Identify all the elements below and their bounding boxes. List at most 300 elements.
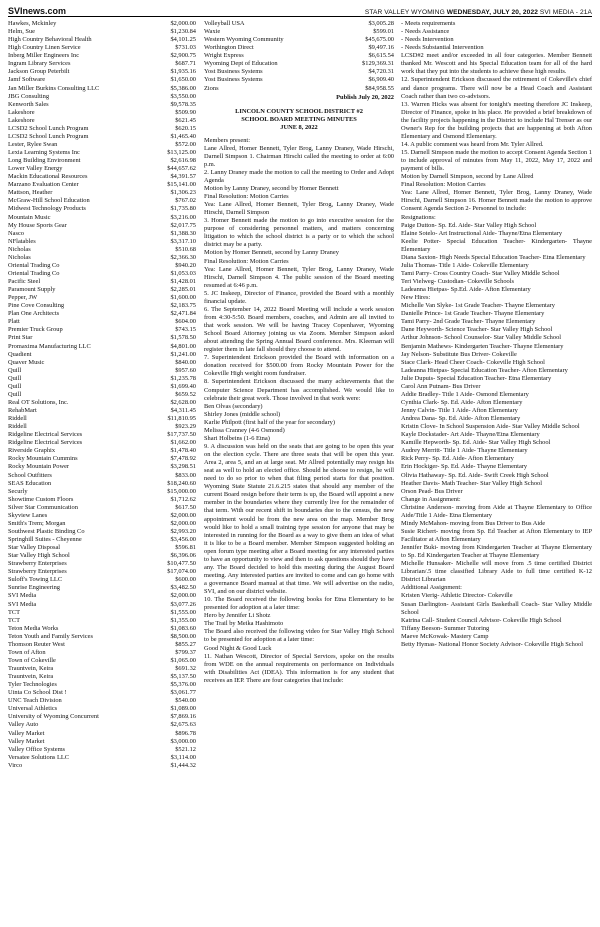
ledger-row [8, 762, 196, 770]
ledger-row [8, 93, 196, 101]
payment-amount: $11,810.95 [167, 415, 196, 423]
payment-amount: $833.00 [175, 471, 196, 479]
minutes-paragraph: 15. Darnell Simpson made the motion to accept Consent Agenda Section 1 to include approval of minutes from May 11, 2022, May 17, 2022 and payment of bills. [401, 149, 592, 173]
payment-amount: $3,077.26 [170, 600, 196, 608]
vendor-name: Quill [8, 374, 22, 382]
ledger-row [8, 713, 196, 721]
payment-amount: $1,712.62 [170, 495, 196, 503]
ledger-row [8, 141, 196, 149]
ledger-row [8, 391, 196, 399]
vendor-name: Waxie [204, 28, 221, 36]
ledger-row [8, 205, 196, 213]
ledger-row [204, 36, 394, 44]
minutes-paragraph: Kayle Dockstader- Art Aide- Thayne/Etna Elementary [401, 431, 540, 439]
payment-amount: $6,909.40 [368, 76, 394, 84]
payment-amount: $129,369.31 [362, 60, 394, 68]
minutes-paragraph: Final Resolution: Motion Carries [204, 257, 289, 265]
vendor-name: Volleyball USA [204, 20, 245, 27]
vendor-name: McGraw-Hill School Education [8, 197, 90, 205]
minutes-paragraph: The Trail by Meika Hashimoto [204, 620, 284, 628]
minutes-paragraph: 3. Homer Bennett made the motion to go into executive session for the purpose of considering personnel matters, and matters concerning litigation to which the school district is a party or to which the school district may be a party. [204, 217, 394, 249]
minutes-paragraph: - Meets requirements [401, 20, 456, 27]
payment-amount: $687.71 [175, 60, 196, 68]
ledger-row [8, 641, 196, 649]
payment-amount: $1,235.78 [170, 374, 196, 382]
vendor-name: Mountain Music [8, 213, 51, 221]
vendor-name: Jamf Software [8, 76, 46, 84]
payment-amount: $2,616.98 [170, 157, 196, 165]
vendor-name: Skyview Lanes [8, 511, 48, 519]
payment-amount: $855.27 [175, 640, 196, 648]
ledger-row [8, 343, 196, 351]
minutes-paragraph: Julia Thomas- Title 1 Aide- Cokeville Elementary [401, 261, 529, 269]
vendor-name: Pepper, JW [8, 294, 38, 302]
minutes-paragraph: Cynthia Clark- Sp. Ed. Aide- Afton Elementary [401, 398, 523, 406]
payment-amount: $2,675.63 [170, 721, 196, 729]
minutes-paragraph: Addie Bradley- Title 1 Aide- Osmond Elementary [401, 390, 529, 398]
minutes-paragraph: 8. Superintendent Erickson discussed the many achievements that the Computer Science Department has accomplished. We would like to celebrate their great work. Those involved in that work were: [204, 378, 394, 402]
vendor-name: Pine Cove Consulting [8, 302, 65, 310]
minutes-paragraph: Final Resolution: Motion Carries [204, 193, 289, 201]
vendor-name: Valley Auto [8, 721, 39, 729]
minutes-paragraph: 11. Nathan Wescott, Director of Special Services, spoke on the results from WDE on the annual requirements on performance on Individuals with Disabilities Act (IDEA). This information is for any student that receives an IEP. There are four categories that include: [204, 652, 394, 684]
vendor-name: Star Valley High School [8, 552, 70, 560]
publish-date: Publish July 20, 2022 [336, 93, 394, 101]
minutes-paragraph: Kristen Vierig- Athletic Director- Cokeville [401, 592, 513, 600]
ledger-row [8, 326, 196, 334]
vendor-name: Plan One Architects [8, 310, 60, 318]
ledger-row [8, 431, 196, 439]
vendor-name: TCT [8, 616, 21, 624]
vendor-name: Town of Afton [8, 648, 46, 656]
vendor-name: Western Wyoming Community [204, 36, 284, 44]
payment-amount: $2,366.30 [170, 253, 196, 261]
ledger-row [8, 649, 196, 657]
payment-amount: $840.00 [175, 358, 196, 366]
payment-amount: $743.15 [175, 326, 196, 334]
payment-amount: $2,900.75 [170, 52, 196, 60]
payment-amount: $1,735.80 [170, 205, 196, 213]
vendor-name: NFlatables [8, 237, 36, 245]
ledger-row [8, 375, 196, 383]
vendor-name: My House Sports Gear [8, 221, 67, 229]
ledger-row [8, 28, 196, 36]
vendor-name: Sunrise Engineering [8, 584, 61, 592]
payment-amount: $7,869.16 [170, 713, 196, 721]
site-name[interactable]: SVInews.com [8, 6, 67, 16]
vendor-name: SVI Media [8, 592, 37, 600]
minutes-paragraph: Heather Davis- Math Teacher- Star Valley High School [401, 479, 542, 487]
ledger-row [8, 681, 196, 689]
vendor-name: SVI Media [8, 600, 37, 608]
vendor-name: School Outfitters [8, 471, 52, 479]
minutes-paragraph: Good Night & Good Luck [204, 644, 272, 652]
minutes-paragraph: Jenny Calvin- Title 1 Aide- Afton Elementary [401, 407, 518, 414]
minutes-paragraph: 14. A public comment was heard from Mr. Tyler Allred. [401, 140, 544, 148]
payment-amount: $923.29 [175, 423, 196, 431]
minutes-paragraph: Christine Anderson- moving from Aide at Thayne Elementary to Office Aide/Title 1 Aide- Etna Elementary [401, 503, 592, 519]
minutes-paragraph: Danielle Prince- 1st Grade Teacher- Thayne Elementary [401, 310, 545, 318]
vendor-name: Tyler Technologies [8, 681, 57, 689]
ledger-row [8, 189, 196, 197]
vendor-name: Lakeshore [8, 108, 35, 116]
ledger-row [8, 36, 196, 44]
minutes-paragraph: 12. Superintendent Erickson discussed the retirement of Cokeville's chief and dance programs. There will now be a Head Coach and Assistant Coach rather than two co-advisors. [401, 76, 592, 100]
minutes-paragraph: Melissa Cranney (4-6 Osmond) [204, 426, 285, 434]
ledger-row [204, 20, 394, 28]
vendor-name: Smith's Trem; Morgan [8, 519, 66, 527]
minutes-paragraph: Katrina Call- Student Council Advisor- Cokeville High School [401, 616, 562, 624]
ledger-row [8, 601, 196, 609]
vendor-name: Kenworth Sales [8, 100, 49, 108]
vendor-name: Riverside Graphix [8, 447, 56, 455]
ledger-row [8, 721, 196, 729]
ledger-row [8, 552, 196, 560]
minutes-body [204, 137, 394, 685]
ledger-row [8, 270, 196, 278]
payment-amount: $5,137.50 [170, 673, 196, 681]
ledger-row [8, 52, 196, 60]
minutes-paragraph: 10. The Board received the following books for Etna Elementary to be presented for adoption at a later time: [204, 596, 394, 612]
vendor-name: Worthington Direct [204, 44, 254, 52]
vendor-name: Quadient [8, 350, 32, 358]
payment-amount: $3,456.00 [170, 536, 196, 543]
vendor-name: Hawkes, Mckinley [8, 20, 57, 27]
ledger-row [8, 230, 196, 238]
ledger-row [8, 334, 196, 342]
ledger-row [8, 617, 196, 625]
ledger-row [8, 294, 196, 302]
ledger-row [8, 544, 196, 552]
vendor-name: SEAS Education [8, 479, 52, 487]
minutes-paragraph: Ben Olvas (secondary) [204, 402, 263, 410]
vendor-name: Paramount Supply [8, 286, 56, 294]
vendor-name: LCSD2 School Lunch Program [8, 132, 89, 140]
vendor-name: Promaxima Manufacturing LLC [8, 342, 91, 350]
payment-amount: $1,578.50 [170, 334, 196, 342]
ledger-row [8, 246, 196, 254]
vendor-name: Lower Valley Energy [8, 165, 63, 173]
vendor-name: Springhill Suites - Cheyenne [8, 536, 82, 543]
ledger-row [8, 592, 196, 600]
ledger-row [8, 455, 196, 463]
vendor-name: Lester, Rylee Swan [8, 140, 58, 148]
payment-amount: $1,478.40 [170, 447, 196, 455]
payment-amount: $1,089.00 [170, 705, 196, 713]
payment-amount: $8,500.00 [170, 632, 196, 640]
payment-amount: $1,388.30 [170, 229, 196, 237]
ledger-row [8, 117, 196, 125]
vendor-name: Nicholas [8, 253, 31, 261]
payment-amount: $4,801.00 [170, 342, 196, 350]
vendor-name: High Country Behavioral Health [8, 36, 92, 44]
ledger-row [8, 754, 196, 762]
payment-amount: $7,478.92 [170, 455, 196, 463]
ledger-row [8, 351, 196, 359]
vendor-name: RehabMart [8, 407, 37, 414]
minutes-paragraph: 5. JC Inskeep, Director of Finance, provided the Board with a monthly financial update. [204, 289, 394, 305]
vendor-name: Suloff's Towing LLC [8, 576, 63, 584]
ledger-row [8, 125, 196, 133]
minutes-paragraph: Motion by Lanny Draney, second by Homer Bennett [204, 184, 339, 192]
minutes-paragraph: Olivia Hathaway- Sp. Ed. Aide- Swift Creek High School [401, 471, 549, 479]
ledger-row [8, 254, 196, 262]
ledger-row [8, 173, 196, 181]
vendor-name: Trauntvein, Keira [8, 673, 54, 681]
payment-amount: $2,000.00 [170, 592, 196, 600]
vendor-name: Teton Youth and Family Services [8, 632, 93, 640]
payment-amount: $1,650.00 [170, 76, 196, 84]
payment-amount: $1,555.00 [170, 608, 196, 616]
minutes-paragraph: Michelle Van Slyke- 1st Grade Teacher- Thayne Elementary [401, 302, 555, 310]
payment-amount: $1,083.60 [170, 624, 196, 632]
ledger-row [8, 310, 196, 318]
payment-amount: $617.50 [175, 503, 196, 511]
ledger-row [8, 383, 196, 391]
ledger-row [204, 52, 394, 60]
ledger-row [8, 576, 196, 584]
column-3 [401, 20, 592, 921]
payment-amount: $4,391.57 [170, 173, 196, 181]
ledger-row [8, 633, 196, 641]
payment-amount: $1,600.00 [170, 294, 196, 302]
issue-date: WEDNESDAY, JULY 20, 2022 [446, 9, 538, 16]
ledger-row [8, 181, 196, 189]
payment-amount: $620.15 [175, 124, 196, 132]
ledger-row [8, 197, 196, 205]
vendor-name: LCSD2 School Lunch Program [8, 124, 89, 132]
payment-amount: $18,240.60 [167, 479, 196, 487]
minutes-paragraph: Tami Parry- 2nd Grade Teacher- Thayne Elementary [401, 318, 536, 326]
vendor-name: Quill [8, 390, 22, 398]
vendor-name: Nasco [8, 229, 24, 237]
payment-amount: $3,061.77 [170, 689, 196, 697]
payment-amount: $15,141.00 [167, 181, 196, 189]
minutes-paragraph: Susie Richert- moving from Sp. Ed Teacher at Afton Elementary to IEP Facilitator at Afton Elementary [401, 527, 592, 543]
vendor-name: Pacific Steel [8, 278, 41, 285]
minutes-paragraph: Yea: Lane Allred, Homer Bennett, Tyler Brog, Lanny Draney, Wade Hirschi, Darnell Simpson 4. The public session of the Board meeting resumed at 6:46 p.m. [204, 265, 394, 289]
vendor-name: Ridgeline Electrical Services [8, 431, 83, 439]
ledger-row [8, 673, 196, 681]
payment-amount: $1,662.00 [170, 439, 196, 447]
vendor-name: Teton Media Works [8, 624, 59, 632]
ledger-row [204, 85, 394, 93]
masthead [8, 2, 592, 17]
minutes-paragraph: Michelle Hunsaker- Michelle will move from .5 time certified District Librarian/.5 time classified Library Aide to full time certified K-12 District Librarian [401, 560, 592, 584]
ledger-row [8, 738, 196, 746]
minutes-paragraph: Jay Nelson- Substitute Bus Driver- Cokeville [401, 350, 517, 358]
payment-amount: $1,699.40 [170, 382, 196, 390]
vendor-name: University of Wyoming Concurrent [8, 713, 99, 721]
ledger-row [8, 407, 196, 415]
vendor-name: Premier Truck Group [8, 326, 63, 334]
payment-amount: $3,317.10 [170, 237, 196, 245]
vendor-name: Valley Market [8, 737, 45, 745]
ledger-row [8, 68, 196, 76]
minutes-paragraph: Erin Hockiger- Sp. Ed. Aide- Thayne Elementary [401, 463, 528, 471]
ledger-row [8, 536, 196, 544]
payment-amount: $4,311.45 [170, 407, 196, 414]
minutes-paragraph: Motion by Homer Bennett, second by Lanny Draney [204, 249, 339, 257]
vendor-name: Universal Athletics [8, 705, 58, 713]
vendor-name: Yost Business Systems [204, 76, 263, 84]
minutes-paragraph: 13. Warren Hicks was absent for tonight's meeting therefore JC Inskeep, Director of Finance, spoke in his place. He provided a brief breakdown of the facility projects happening in the District to include Hal Trenser as our Owner's Rep for the building projects that are happening at both Afton Elementary and Osmond Elementary. [401, 100, 592, 140]
ledger-row [8, 584, 196, 592]
payment-amount: $509.90 [175, 108, 196, 116]
ledger-row [8, 512, 196, 520]
payment-amount: $2,183.75 [170, 302, 196, 310]
payment-amount: $4,101.25 [170, 36, 196, 44]
vendor-name: UNC Teach Division [8, 697, 62, 705]
minutes-paragraph: Jennifer Buki- moving from Kindergarten Teacher at Thayne Elementary to Sp. Ed Kindergarten Teacher at Thayne Elementary [401, 544, 592, 560]
vendor-name: Riddell [8, 415, 27, 423]
vendor-name: Rocky Mountain Power [8, 463, 70, 471]
vendor-name: Mattson, Heather [8, 189, 53, 197]
payment-amount: $17,737.50 [167, 431, 196, 439]
vendor-name: Wyoming Dept of Education [204, 60, 278, 68]
column-2-ledger [204, 20, 394, 93]
minutes-title-date: JUNE 8, 2022 [280, 124, 318, 132]
minutes-paragraph: Ladeanna Hietpas- Special Education Teacher- Afton Elementary [401, 366, 568, 374]
ledger-row [204, 76, 394, 84]
ledger-row [8, 746, 196, 754]
payment-amount: $15,000.00 [167, 487, 196, 495]
ledger-row [8, 415, 196, 423]
page-header-info [365, 9, 592, 16]
payment-amount: $3,000.00 [170, 737, 196, 745]
ledger-row [8, 60, 196, 68]
vendor-name: Quaver Music [8, 358, 45, 366]
minutes-paragraph: Final Resolution: Motion Carries [401, 181, 486, 189]
ledger-row [8, 496, 196, 504]
payment-amount: $44,657.62 [167, 165, 196, 173]
payment-amount: $5,386.00 [170, 84, 196, 92]
payment-amount: $2,471.84 [170, 310, 196, 318]
payment-amount: $604.00 [175, 318, 196, 326]
minutes-paragraph: The Board also received the following video for Star Valley High School to be presented for adoption at a later time: [204, 628, 394, 644]
payment-amount: $1,053.03 [170, 269, 196, 277]
minutes-paragraph: Carol Ann Putnam- Bus Driver [401, 382, 481, 390]
ledger-row [8, 222, 196, 230]
page-section: SVI MEDIA - 21A [539, 9, 592, 16]
vendor-name: Mackin Educational Resources [8, 173, 88, 181]
ledger-row [8, 528, 196, 536]
ledger-row [8, 705, 196, 713]
minutes-paragraph: Karlie Philpott (first half of the year for secondary) [204, 418, 335, 426]
minutes-paragraph: Elaine Sotelo- Art Instructional Aide- Thayne/Etna Elementary [401, 229, 563, 237]
vendor-name: Versatee Solutions LLC [8, 753, 70, 761]
minutes-paragraph: Julie Dupuis- Special Education Teacher- Etna Elementary [401, 374, 552, 382]
vendor-name: Town of Cokeville [8, 656, 56, 664]
payment-amount: $767.02 [175, 197, 196, 205]
payment-amount: $572.00 [175, 140, 196, 148]
vendor-name: Ridgeline Electrical Services [8, 439, 83, 447]
ledger-row [8, 302, 196, 310]
minutes-paragraph: Betty Hymas- National Honor Society Advisor- Cokeville High School [401, 640, 583, 648]
vendor-name: Midwest Technology Products [8, 205, 86, 213]
minutes-paragraph: Change in Assignment: [401, 495, 461, 503]
minutes-title-district: LINCOLN COUNTY SCHOOL DISTRICT #2 [235, 107, 363, 115]
ledger-row [8, 157, 196, 165]
column-1-ledger [8, 20, 196, 921]
payment-amount: $9,578.35 [170, 100, 196, 108]
payment-amount: $2,000.00 [170, 519, 196, 527]
payment-amount: $957.60 [175, 366, 196, 374]
ledger-row [8, 488, 196, 496]
payment-amount: $510.68 [175, 245, 196, 253]
vendor-name: Uinta Co School Dist ! [8, 689, 67, 697]
ledger-row [8, 165, 196, 173]
payment-amount: $2,628.00 [170, 398, 196, 406]
ledger-row [8, 439, 196, 447]
ledger-row [8, 423, 196, 431]
minutes-paragraph: Motion by Darnell Simpson, second by Lane Allred [401, 173, 534, 181]
vendor-name: Zions [204, 84, 219, 92]
payment-amount: $1,355.00 [170, 616, 196, 624]
payment-amount: $2,017.75 [170, 221, 196, 229]
payment-amount: $1,241.00 [170, 350, 196, 358]
vendor-name: Yost Business Systems [204, 68, 263, 76]
minutes-paragraph: Members present: [204, 136, 250, 144]
vendor-name: Lexia Learning Systems Inc [8, 149, 80, 156]
minutes-paragraph: Resignations: [401, 213, 436, 221]
vendor-name: Securly [8, 487, 28, 495]
minutes-paragraph: Yea: Lane Allred, Homer Bennett, Tyler Brog, Lanny Draney, Wade Hirschi, Darnell Simpson [204, 201, 394, 217]
payment-amount: $1,444.32 [170, 761, 196, 769]
ledger-row [8, 262, 196, 270]
payment-amount: $1,065.00 [170, 656, 196, 664]
ledger-row [204, 68, 394, 76]
minutes-paragraph: Shari Holbeins (1-6 Etna) [204, 434, 270, 442]
ledger-row [8, 286, 196, 294]
ledger-row [8, 560, 196, 568]
vendor-name: Real OT Solutions, Inc. [8, 398, 69, 406]
payment-amount: $3,114.00 [170, 753, 196, 761]
ledger-row [8, 609, 196, 617]
payment-amount: $600.00 [175, 576, 196, 584]
payment-amount: $3,005.28 [368, 20, 394, 27]
ledger-row [8, 238, 196, 246]
payment-amount: $3,482.50 [170, 584, 196, 592]
ledger-row [8, 657, 196, 665]
payment-amount: $1,465.40 [170, 132, 196, 140]
minutes-paragraph: Audrey Merritt- Title 1 Aide- Thayne Elementary [401, 447, 528, 455]
paper-name: STAR VALLEY WYOMING [364, 9, 445, 16]
payment-amount: $2,285.01 [170, 286, 196, 294]
payment-amount: $596.81 [175, 544, 196, 552]
ledger-row [8, 359, 196, 367]
payment-amount: $621.45 [175, 116, 196, 124]
minutes-paragraph: Dane Heyworth- Science Teacher- Star Valley High School [401, 326, 553, 334]
payment-amount: $6,396.06 [170, 552, 196, 560]
payment-amount: $6,615.54 [368, 52, 394, 60]
payment-amount: $2,000.00 [170, 511, 196, 519]
vendor-name: Lakeshore [8, 116, 35, 124]
payment-amount: $659.52 [175, 390, 196, 398]
ledger-row [8, 318, 196, 326]
minutes-paragraph: 2. Lanny Draney made the motion to call the meeting to Order and Adopt Agenda [204, 168, 394, 184]
minutes-paragraph: Susan Darlington- Assistant Girls Basketball Coach- Star Valley Middle School [401, 600, 592, 616]
payment-amount: $540.00 [175, 697, 196, 705]
vendor-name: Strawberry Enterprises [8, 568, 67, 576]
payment-amount: $1,935.16 [170, 68, 196, 76]
ledger-row [8, 399, 196, 407]
vendor-name: Rocky Mountain Cummins [8, 455, 78, 463]
payment-amount: $9,497.16 [368, 44, 394, 52]
minutes-paragraph: Kristin Clove- In School Suspension Aide- Star Valley Middle School [401, 423, 580, 431]
payment-amount: $896.78 [175, 729, 196, 737]
payment-amount: $599.01 [373, 28, 394, 36]
